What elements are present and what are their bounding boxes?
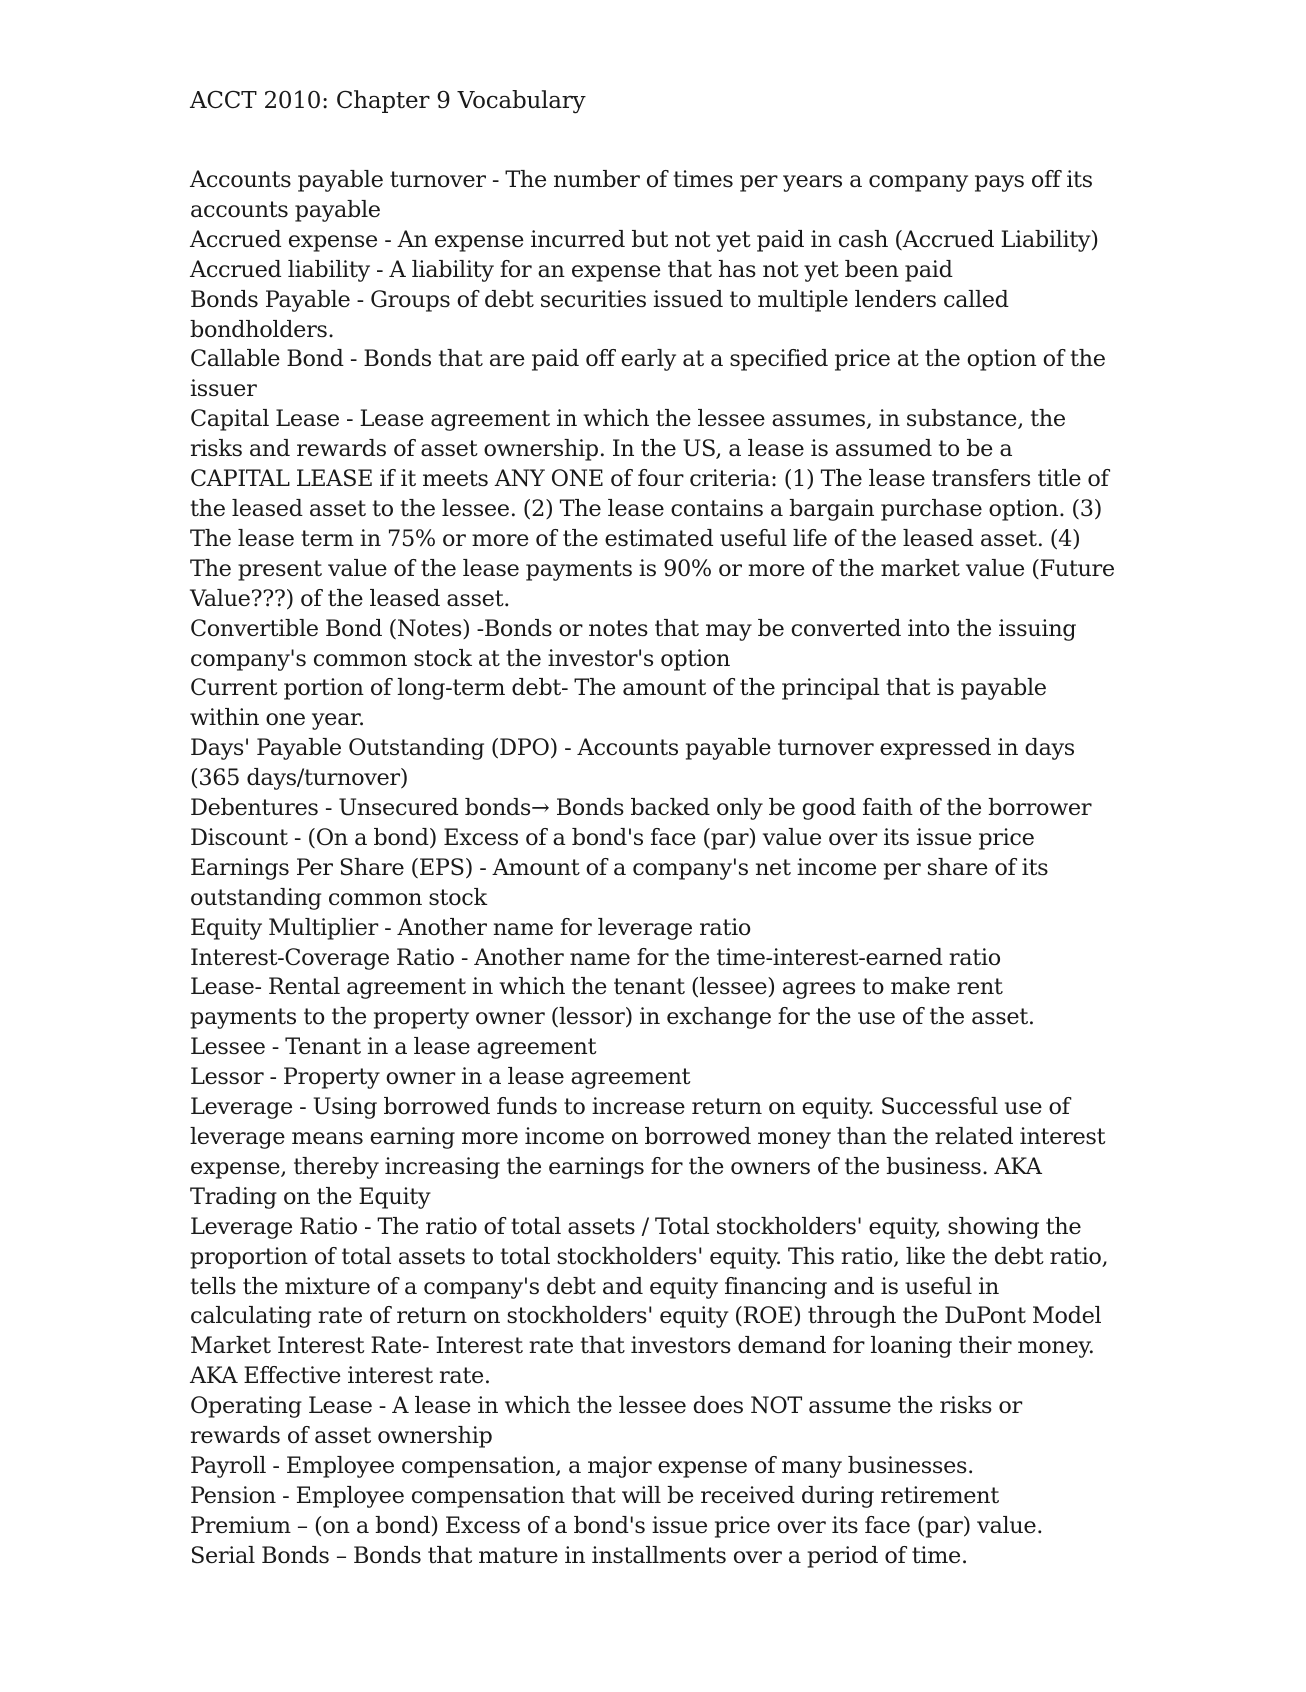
vocabulary-entry: Accrued expense - An expense incurred but not yet paid in cash (Accrued Liability) [190,226,1099,253]
vocabulary-entry: Earnings Per Share (EPS) - Amount of a company's net income per share of its outstanding common stock [190,854,1049,911]
vocabulary-entry: Lease- Rental agreement in which the tenant (lessee) agrees to make rent payments to the property owner (lessor) in exchange for the use of the asset. [190,974,1035,1031]
vocabulary-entry: Discount - (On a bond) Excess of a bond's face (par) value over its issue price [190,824,1035,851]
vocabulary-entry: Lessee - Tenant in a lease agreement [190,1034,597,1061]
vocabulary-entry: Premium – (on a bond) Excess of a bond's issue price over its face (par) value. [190,1512,1043,1539]
vocabulary-entry: Leverage Ratio - The ratio of total assets / Total stockholders' equity, showing the proportion of total assets to total stockholders' equity. This ratio, like the debt ratio, tells the mixture of a company's debt and equity financing and is useful in calculating rate of return on stockholders' equity (ROE) through the DuPont Model [190,1213,1109,1330]
document-page [190,86,1115,1572]
vocabulary-entry: Equity Multiplier - Another name for leverage ratio [190,914,752,941]
vocabulary-entry: Operating Lease - A lease in which the lessee does NOT assume the risks or rewards of asset ownership [190,1393,1022,1450]
vocabulary-entry: Serial Bonds – Bonds that mature in installments over a period of time. [190,1542,968,1569]
vocabulary-list [190,166,1115,1572]
vocabulary-entry: Current portion of long-term debt- The amount of the principal that is payable within one year. [190,675,1047,732]
document-title: ACCT 2010: Chapter 9 Vocabulary [190,88,586,114]
vocabulary-entry: Convertible Bond (Notes) -Bonds or notes that may be converted into the issuing company's common stock at the investor's option [190,615,1077,672]
vocabulary-entry: Leverage - Using borrowed funds to increase return on equity. Successful use of leverage means earning more income on borrowed money than the related interest expense, thereby increasing the earnings for the owners of the business. AKA Trading on the Equity [190,1094,1106,1210]
vocabulary-entry: Lessor - Property owner in a lease agreement [190,1064,691,1091]
vocabulary-entry: Accounts payable turnover - The number of times per years a company pays off its accounts payable [190,167,1093,223]
vocabulary-entry: Bonds Payable - Groups of debt securities issued to multiple lenders called bondholders. [190,286,1009,343]
vocabulary-entry: Capital Lease - Lease agreement in which the lessee assumes, in substance, the risks and rewards of asset ownership. In the US, a lease is assumed to be a CAPITAL LEASE if it meets ANY ONE of four criteria: (1) The lease transfers title of the leased asset to the lessee. (2) The lease contains a bargain purchase option. (3) The lease term in 75% or more of the estimated useful life of the leased asset. (4) The present value of the lease payments is 90% or more of the market value (Future Value???) of the leased asset. [190,406,1115,612]
vocabulary-entry: Debentures - Unsecured bonds→ Bonds backed only be good faith of the borrower [190,795,1092,822]
vocabulary-entry: Callable Bond - Bonds that are paid off early at a specified price at the option of the issuer [190,346,1106,403]
vocabulary-entry: Interest-Coverage Ratio - Another name for the time-interest-earned ratio [190,944,1001,971]
vocabulary-entry: Payroll - Employee compensation, a major expense of many businesses. [190,1452,974,1479]
vocabulary-entry: Accrued liability - A liability for an expense that has not yet been paid [190,256,953,283]
vocabulary-entry: Pension - Employee compensation that will be received during retirement [190,1482,999,1509]
vocabulary-entry: Days' Payable Outstanding (DPO) - Accounts payable turnover expressed in days (365 days/turnover) [190,735,1075,792]
vocabulary-entry: Market Interest Rate- Interest rate that investors demand for loaning their money. AKA Effective interest rate. [190,1333,1095,1390]
